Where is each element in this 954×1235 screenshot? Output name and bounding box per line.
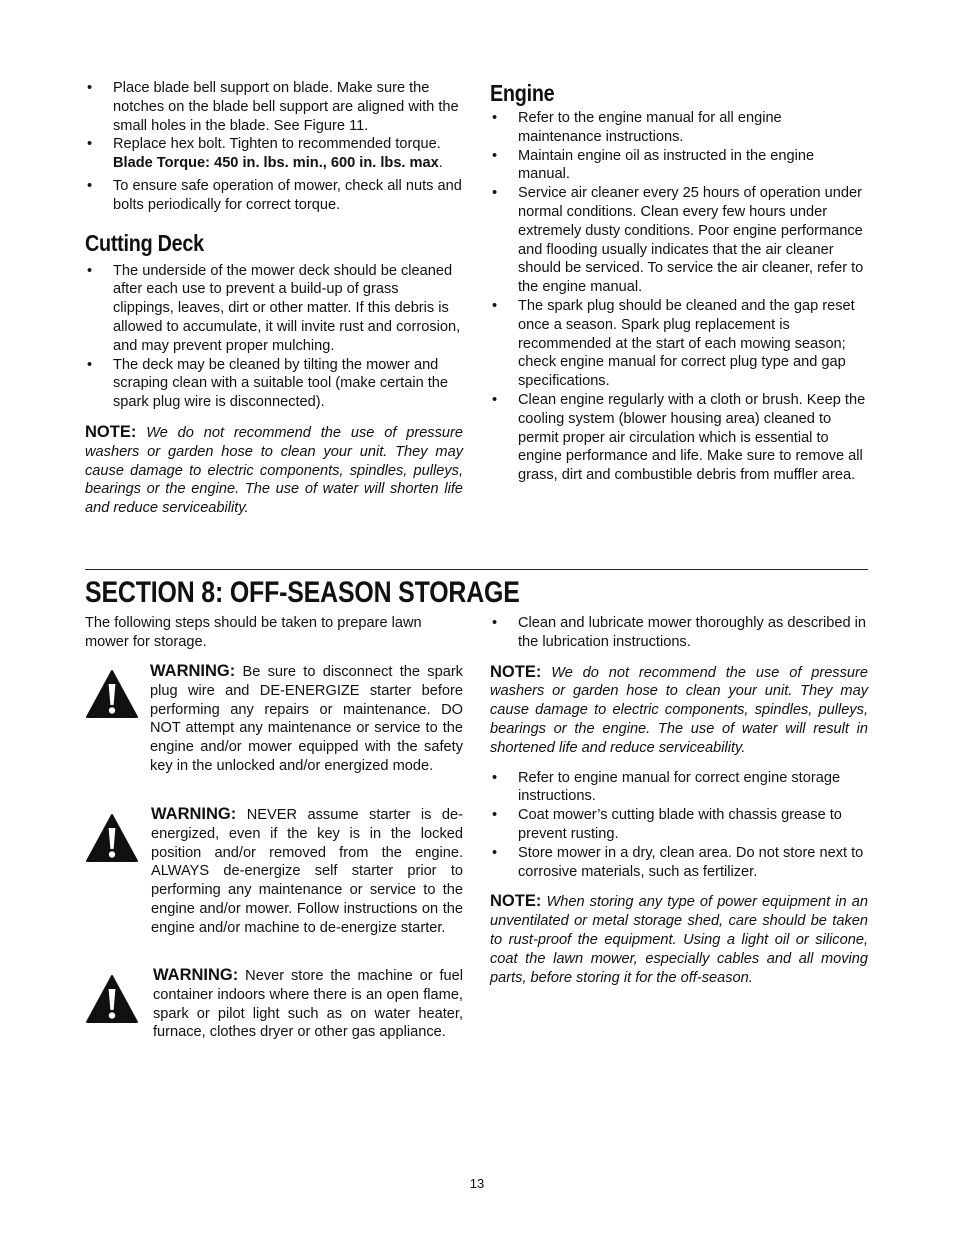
- warning-block-3: [85, 966, 463, 1066]
- warning-label: WARNING:: [151, 805, 237, 823]
- storage-list-2: [490, 769, 868, 882]
- note-text: When storing any type of power equipment in an unventilated or metal storage shed, care should be taken to rust-proof the equipment. Using a light oil or silicone, coat the lawn mower, especially cables and all moving parts, before storing it for the off-season.: [490, 894, 868, 986]
- left-top-column: [85, 79, 463, 518]
- warning-text: NEVER assume starter is de-energized, even if the key is in the locked position and/or removed from the engine. ALWAYS de-energize self starter prior to performing any maintenance or service to the engine and/or mower. Follow instructions on the engine and/or machine to de-energize starter.: [151, 807, 463, 936]
- torque-period: .: [438, 155, 443, 172]
- note-label: NOTE:: [490, 892, 542, 911]
- warning-text: Be sure to disconnect the spark plug wire and DE-ENERGIZE starter before performing any repairs or maintenance. DO NOT attempt any maintenance or service to the engine and/or mower equipped with the safety key in the unlocked and/or energized mode.: [150, 664, 463, 774]
- list-item: • Place blade bell support on blade. Make sure the notches on the blade bell support are aligned with the small holes in the blade. See Figure 11.: [85, 79, 463, 135]
- warning-body: [151, 805, 463, 938]
- section-title: SECTION 8: OFF-SEASON STORAGE: [85, 576, 520, 609]
- storage-note-1: [490, 663, 868, 758]
- right-top-column: [490, 79, 868, 485]
- list-item-text: Replace hex bolt. Tighten to recommended torque.: [113, 136, 441, 153]
- section-divider: [85, 569, 868, 570]
- page-number: 13: [469, 1176, 485, 1191]
- warning-triangle-icon: [85, 974, 139, 1024]
- note-text: We do not recommend the use of pressure washers or garden hose to clean your unit. They may cause damage to electric components, spindles, pulleys, bearings or the engine. The use of water will result in shortened life and reduce serviceability.: [490, 664, 868, 756]
- list-item: • Service air cleaner every 25 hours of operation under normal conditions. Clean every few hours under extremely dusty conditions. Poor engine performance and flooding usually indicates that the air cleaner should be serviced. To service the air cleaner, refer to the engine manual.: [490, 184, 868, 297]
- blade-torque-spec: Blade Torque: 450 in. lbs. min., 600 in. lbs. max: [113, 155, 439, 172]
- list-item: • Refer to the engine manual for all engine maintenance instructions.: [490, 109, 868, 147]
- list-item: • Store mower in a dry, clean area. Do not store next to corrosive materials, such as fertilizer.: [490, 844, 868, 882]
- list-item: • The deck may be cleaned by tilting the mower and scraping clean with a suitable tool (make certain the spark plug wire is disconnected).: [85, 356, 463, 412]
- list-item: • Clean and lubricate mower thoroughly as described in the lubrication instructions.: [490, 614, 868, 652]
- note-text: We do not recommend the use of pressure washers or garden hose to clean your unit. They may cause damage to electric components, spindles, pulleys, bearings or the engine. The use of water will shorten life and reduce serviceability.: [85, 424, 463, 517]
- note-label: NOTE:: [85, 422, 137, 441]
- list-item: • Refer to engine manual for correct engine storage instructions.: [490, 769, 868, 807]
- warning-label: WARNING:: [153, 966, 239, 984]
- list-item: [85, 135, 463, 173]
- list-item: • To ensure safe operation of mower, check all nuts and bolts periodically for correct torque.: [85, 177, 463, 215]
- list-item: • The underside of the mower deck should be cleaned after each use to prevent a build-up of grass clippings, leaves, dirt or other matter. If this debris is allowed to accumulate, it will invite rust and corrosion, and may prevent proper mulching.: [85, 262, 463, 356]
- engine-heading: Engine: [490, 80, 555, 106]
- cutting-deck-list: [85, 262, 463, 412]
- storage-list-1: [490, 614, 868, 652]
- warning-body: [153, 966, 463, 1042]
- warning-triangle-icon: [85, 669, 139, 719]
- engine-list: [490, 109, 868, 485]
- storage-right-column: [490, 614, 868, 987]
- warning-text: Never store the machine or fuel container indoors where there is an open flame, spark or pilot light such as on water heater, furnace, clothes dryer or other gas appliance.: [153, 968, 463, 1041]
- warning-block-2: [85, 805, 463, 965]
- list-item: • Coat mower’s cutting blade with chassis grease to prevent rusting.: [490, 806, 868, 844]
- warning-block-1: [85, 662, 463, 802]
- storage-intro: The following steps should be taken to prepare lawn mower for storage.: [85, 615, 422, 650]
- storage-note-2: [490, 892, 868, 987]
- cutting-deck-note: [85, 423, 463, 518]
- warning-body: [150, 662, 463, 776]
- list-item: • Clean engine regularly with a cloth or brush. Keep the cooling system (blower housing area) cleaned to permit proper air circulation which is essential to engine performance and life. Make sure to remove all grass, dirt and combustible debris from muffler area.: [490, 391, 868, 485]
- cutting-deck-heading: Cutting Deck: [85, 229, 204, 256]
- list-item: • The spark plug should be cleaned and the gap reset once a season. Spark plug replacement is recommended at the start of each mowing season; check engine manual for correct plug type and gap specifications.: [490, 297, 868, 391]
- blade-steps-list: [85, 79, 463, 215]
- list-item: • Maintain engine oil as instructed in the engine manual.: [490, 147, 868, 185]
- warning-triangle-icon: [85, 813, 139, 863]
- note-label: NOTE:: [490, 662, 542, 681]
- warning-label: WARNING:: [150, 662, 236, 680]
